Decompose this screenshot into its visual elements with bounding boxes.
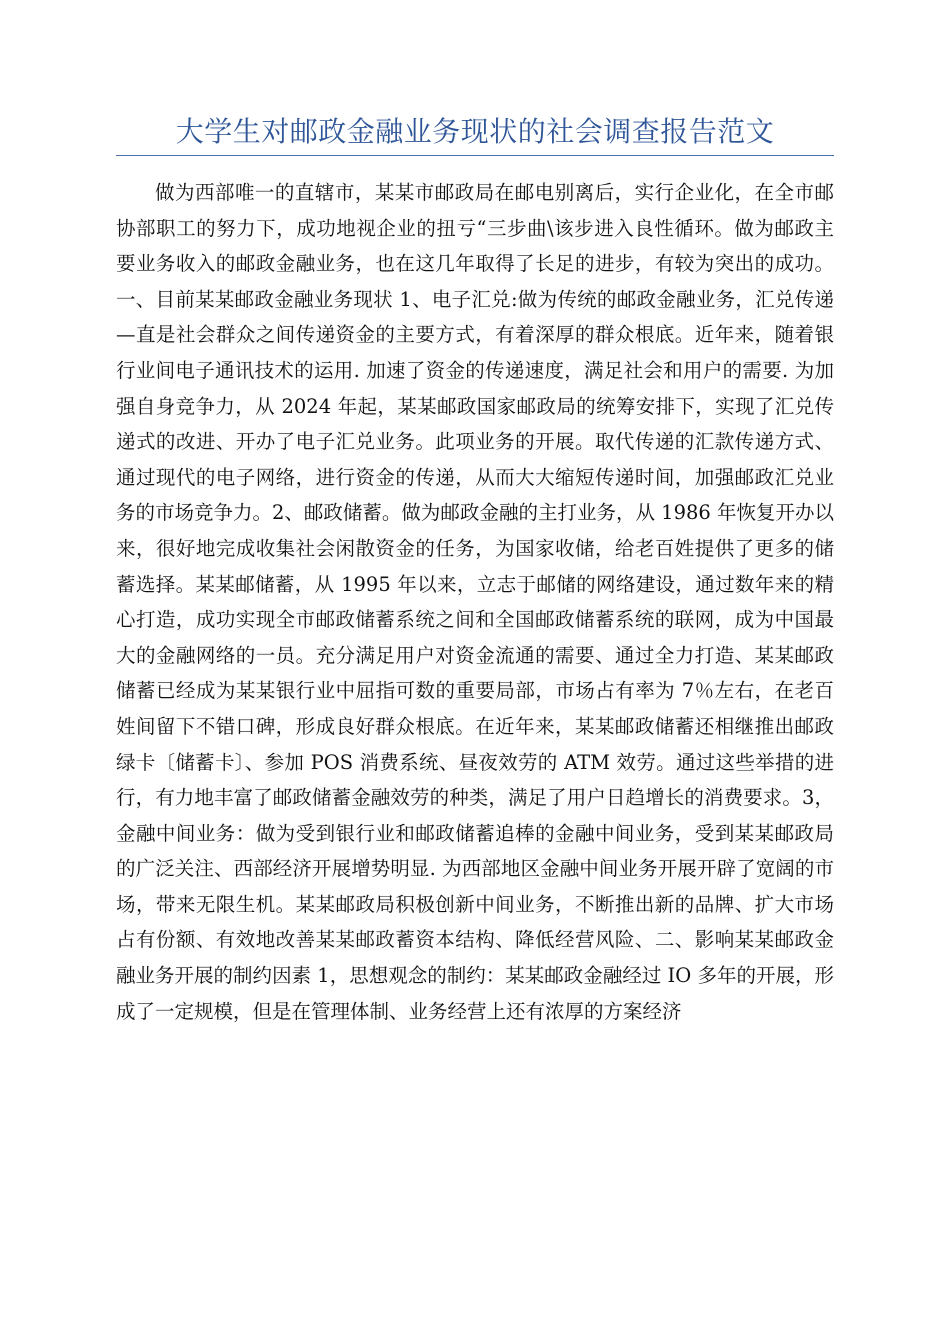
document-title: 大学生对邮政金融业务现状的社会调查报告范文 xyxy=(175,115,775,148)
body-paragraph: 做为西部唯一的直辖市，某某市邮政局在邮电别离后，实行企业化，在全市邮协部职工的努力下，成功地视企业的扭亏“三步曲\该步进入良性循环。做为邮政主要业务收入的邮政金融业务，也在这几年取得了长足的进步，有较为突出的成功。一、目前某某邮政金融业务现状 1、电子汇兑:做为传统的邮政金融业务，汇兑传递—直是社会群众之间传递资金的主要方式，有着深厚的群众根底。近年来，随着银行业间电子通讯技术的运用. 加速了资金的传递速度，满足社会和用户的需要. 为加强自身竞争力，从 2024 年起，某某邮政国家邮政局的统筹安排下，实现了汇兑传递式的改进、开办了电子汇兑业务。此项业务的开展。取代传递的汇款传递方式、通过现代的电子网络，进行资金的传递，从而大大缩短传递时间，加强邮政汇兑业务的市场竞争力。2、邮政储蓄。做为邮政金融的主打业务，从 1986 年恢复开办以来，很好地完成收集社会闲散资金的任务，为国家收储，给老百姓提供了更多的储蓄选择。某某邮储蓄，从 1995 年以来，立志于邮储的网络建设，通过数年来的精心打造，成功实现全市邮政储蓄系统之间和全国邮政储蓄系统的联网，成为中国最大的金融网络的一员。充分满足用户对资金流通的需要、通过全力打造、某某邮政储蓄已经成为某某银行业中屈指可数的重要局部，市场占有率为 7％左右，在老百姓间留下不错口碑，形成良好群众根底。在近年来，某某邮政储蓄还相继推出邮政绿卡〔储蓄卡〕、参加 POS 消费系统、昼夜效劳的 ATM 效劳。通过这些举措的进行，有力地丰富了邮政储蓄金融效劳的种类，满足了用户日趋增长的消费要求。3，金融中间业务：做为受到银行业和邮政储蓄追棒的金融中间业务，受到某某邮政局的广泛关注、西部经济开展增势明显. 为西部地区金融中间业务开展开辟了宽阔的市场，带来无限生机。某某邮政局积极创新中间业务，不断推出新的品牌、扩大市场占有份额、有效地改善某某邮政蓄资本结构、降低经营风险、二、影响某某邮政金融业务开展的制约因素 1，思想观念的制约：某某邮政金融经过 IO 多年的开展，形成了一定规模，但是在管理体制、业务经营上还有浓厚的方案经济 xyxy=(116,181,834,1023)
title-underline xyxy=(116,155,834,156)
